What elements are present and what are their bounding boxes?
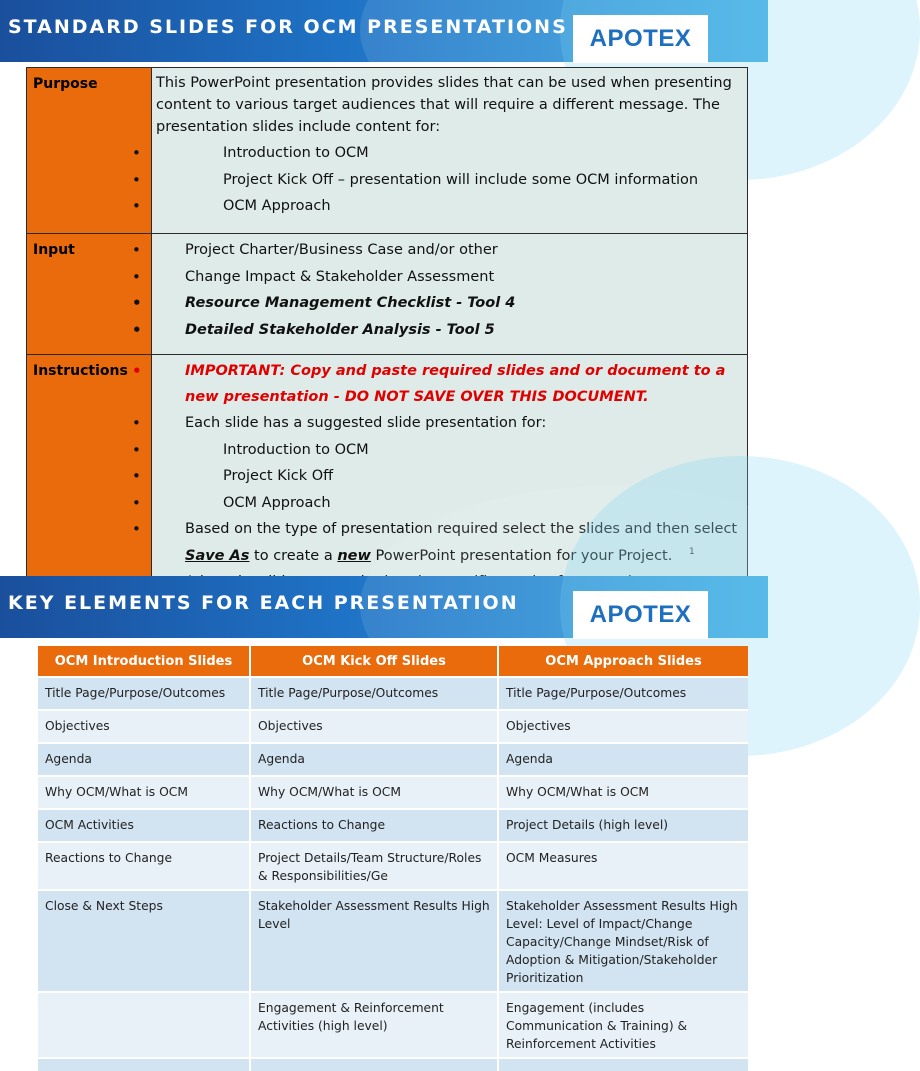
table-cell: Why OCM/What is OCM (498, 776, 748, 809)
table-cell: Title Page/Purpose/Outcomes (38, 677, 250, 710)
table-cell: OCM Measures (498, 842, 748, 890)
purpose-label: Purpose (27, 68, 152, 234)
table-body (38, 677, 748, 1071)
instructions-bullet: • Each slide has a suggested slide presentation for: (156, 410, 743, 437)
table-cell: Close & Next Steps (38, 890, 250, 992)
table-cell: Stakeholder Assessment Results High Level: Level of Impact/Change Capacity/Change Mindset/Risk of Adoption & Mitigation/Stakeholder Prioritization (498, 890, 748, 992)
table-cell (38, 992, 250, 1058)
column-header: OCM Kick Off Slides (250, 646, 498, 677)
input-row (27, 234, 748, 355)
table-cell: Why OCM/What is OCM (250, 776, 498, 809)
table-cell: Agenda (250, 743, 498, 776)
table-row (38, 776, 748, 809)
input-bullet-tool: • Detailed Stakeholder Analysis - Tool 5 (156, 317, 743, 344)
key-elements-table (38, 646, 748, 1071)
table-header-row (38, 646, 748, 677)
table-cell (38, 1058, 250, 1071)
instructions-sub-bullet: • Project Kick Off (156, 463, 743, 490)
instructions-sub-bullet: • Introduction to OCM (156, 437, 743, 464)
purpose-row (27, 68, 748, 234)
table-cell: Engagement (includes Communication & Training) & Reinforcement Activities (498, 992, 748, 1058)
table-cell: Project Details (high level) (498, 809, 748, 842)
new-text: new (337, 547, 371, 564)
input-label: Input (27, 234, 152, 355)
input-bullet: • Change Impact & Stakeholder Assessment (156, 264, 743, 291)
purpose-content (152, 68, 748, 234)
slide-title: KEY ELEMENTS FOR EACH PRESENTATION (8, 592, 519, 614)
apotex-logo (573, 15, 708, 63)
apotex-logo (573, 591, 708, 639)
table-cell: Objectives (250, 710, 498, 743)
purpose-bullet: • OCM Approach (156, 193, 743, 220)
table-row (38, 743, 748, 776)
table-cell: Why OCM/What is OCM (38, 776, 250, 809)
table-cell: Title Page/Purpose/Outcomes (498, 677, 748, 710)
table-row (38, 842, 748, 890)
table-cell: Agenda (38, 743, 250, 776)
table-row (38, 809, 748, 842)
input-content (152, 234, 748, 355)
header-band (0, 576, 768, 638)
table-cell: Reactions to Change (38, 842, 250, 890)
table-row (38, 890, 748, 992)
column-header: OCM Introduction Slides (38, 646, 250, 677)
column-header: OCM Approach Slides (498, 646, 748, 677)
logo-text: APOTEX (589, 25, 692, 52)
slide-key-elements (0, 576, 768, 1051)
table-cell: OCM Activities (38, 809, 250, 842)
table-row (38, 1058, 748, 1071)
table-cell: Objectives (498, 710, 748, 743)
based-on-text: Based on the type of presentation required select the slides and then select (185, 521, 738, 537)
important-warning: • IMPORTANT: Copy and paste required slides and or document to a new presentation - DO NOT SAVE OVER THIS DOCUMENT. (156, 358, 743, 410)
table-row (38, 710, 748, 743)
instructions-sub-bullet: • OCM Approach (156, 490, 743, 517)
logo-text: APOTEX (589, 601, 692, 628)
input-bullet-tool: • Resource Management Checklist - Tool 4 (156, 290, 743, 317)
purpose-paragraph: This PowerPoint presentation provides slides that can be used when presenting content to various target audiences that will require a different message. The presentation slides include content for: (156, 75, 732, 135)
purpose-bullet: • Introduction to OCM (156, 140, 743, 167)
to-create-text: to create a (254, 547, 333, 564)
table-cell: Stakeholder Assessment Results High Level (250, 890, 498, 992)
save-as-text: Save As (185, 547, 250, 564)
table-row (38, 992, 748, 1058)
table-cell: Project Details/Team Structure/Roles & Responsibilities/Ge (250, 842, 498, 890)
input-bullet: • Project Charter/Business Case and/or other (156, 237, 743, 264)
table-cell: Engagement & Reinforcement Activities (high level) (250, 992, 498, 1058)
table-cell: Agenda (498, 743, 748, 776)
powerpoint-text: PowerPoint presentation for your Project. (375, 547, 673, 564)
table-row (38, 677, 748, 710)
table-cell (250, 1058, 498, 1071)
page-number: 1 (689, 547, 695, 557)
table-cell: Reactions to Change (250, 809, 498, 842)
purpose-bullet: • Project Kick Off – presentation will include some OCM information (156, 167, 743, 194)
header-band (0, 0, 768, 62)
instructions-label: Instructions (27, 355, 152, 610)
table-cell: Objectives (38, 710, 250, 743)
table-cell: Title Page/Purpose/Outcomes (250, 677, 498, 710)
table-cell (498, 1058, 748, 1071)
slide-title: STANDARD SLIDES FOR OCM PRESENTATIONS (8, 16, 568, 38)
